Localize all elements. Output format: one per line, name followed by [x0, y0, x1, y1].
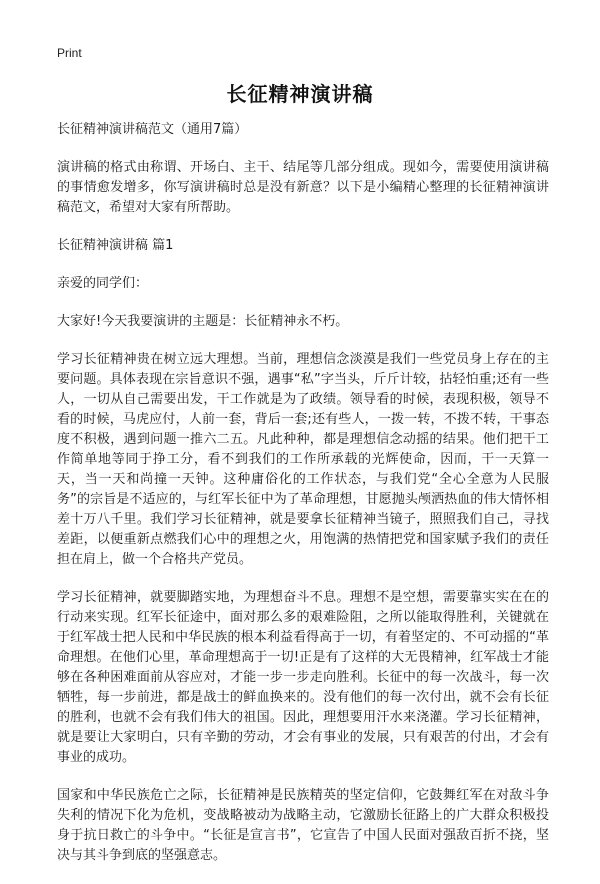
document-body: [57, 120, 549, 884]
body-paragraph: 学习长征精神贵在树立远大理想。当前，理想信念淡漠是我们一些党员身上存在的主要问题。具体表现在宗旨意识不强，遇事“私”字当头，斤斤计较，拈轻怕重;还有一些人，一切从自己需要出发，干工作就是为了政绩。领导看的时候，表现积极，领导不看的时候，马虎应付，人前一套，背后一套;还有些人，一拨一转，不拨不转，干事态度不积极，遇到问题一推六二五。凡此种种，都是理想信念动摇的结果。他们把干工作简单地等同于挣工分，看不到我们的工作所承载的光辉使命，因而，干一天算一天，当一天和尚撞一天钟。这种庸俗化的工作状态，与我们党“全心全意为人民服务”的宗旨是不适应的，与红军长征中为了革命理想，甘愿抛头颅洒热血的伟大情怀相差十万八千里。我们学习长征精神，就是要拿长征精神当镜子，照照我们自己，寻找差距，以便重新点燃我们心中的理想之火，用饱满的热情把党和国家赋予我们的责任担在肩上，做一个合格共产党员。: [57, 352, 549, 567]
document-title: 长征精神演讲稿: [226, 82, 374, 106]
print-label: Print: [57, 46, 82, 60]
body-paragraph: 国家和中华民族危亡之际，长征精神是民族精英的坚定信仰，它鼓舞红军在对敌斗争失利的情况下化为危机，变战略被动为战略主动，它激励长征路上的广大群众积极投身于抗日救亡的斗争中。“长征是宣言书”，它宣告了中国人民面对强敌百折不挠，坚决与其斗争到底的坚强意志。: [57, 788, 549, 863]
salutation-paragraph: 亲爱的同学们：: [57, 276, 149, 291]
greeting-paragraph: 大家好!今天我要演讲的主题是：长征精神永不朽。: [57, 314, 349, 329]
subtitle-paragraph: 长征精神演讲稿范文（通用7篇）: [57, 122, 248, 137]
body-paragraph: 学习长征精神，就要脚踏实地，为理想奋斗不息。理想不是空想，需要靠实实在在的行动来实现。红军长征途中，面对那么多的艰难险阻，之所以能取得胜利，关键就在于红军战士把人民和中华民族的根本利益看得高于一切，有着坚定的、不可动摇的“革命理想。在他们心里，革命理想高于一切!正是有了这样的大无畏精神，红军战士才能够在各种困难面前从容应对，才能一步一步走向胜利。长征中的每一次战斗，每一次牺牲，每一步前进，都是战士的鲜血换来的。没有他们的每一次付出，就不会有长征的胜利，也就不会有我们伟大的祖国。因此，理想要用汗水来浇灌。学习长征精神，就是要让大家明白，只有辛勤的劳动，才会有事业的发展，只有艰苦的付出，才会有事业的成功。: [57, 590, 549, 765]
section-heading: 长征精神演讲稿 篇1: [57, 238, 174, 253]
intro-paragraph: 演讲稿的格式由称谓、开场白、主干、结尾等几部分组成。现如今，需要使用演讲稿的事情愈发增多，你写演讲稿时总是没有新意？以下是小编精心整理的长征精神演讲稿范文，希望对大家有所帮助。: [57, 160, 549, 215]
